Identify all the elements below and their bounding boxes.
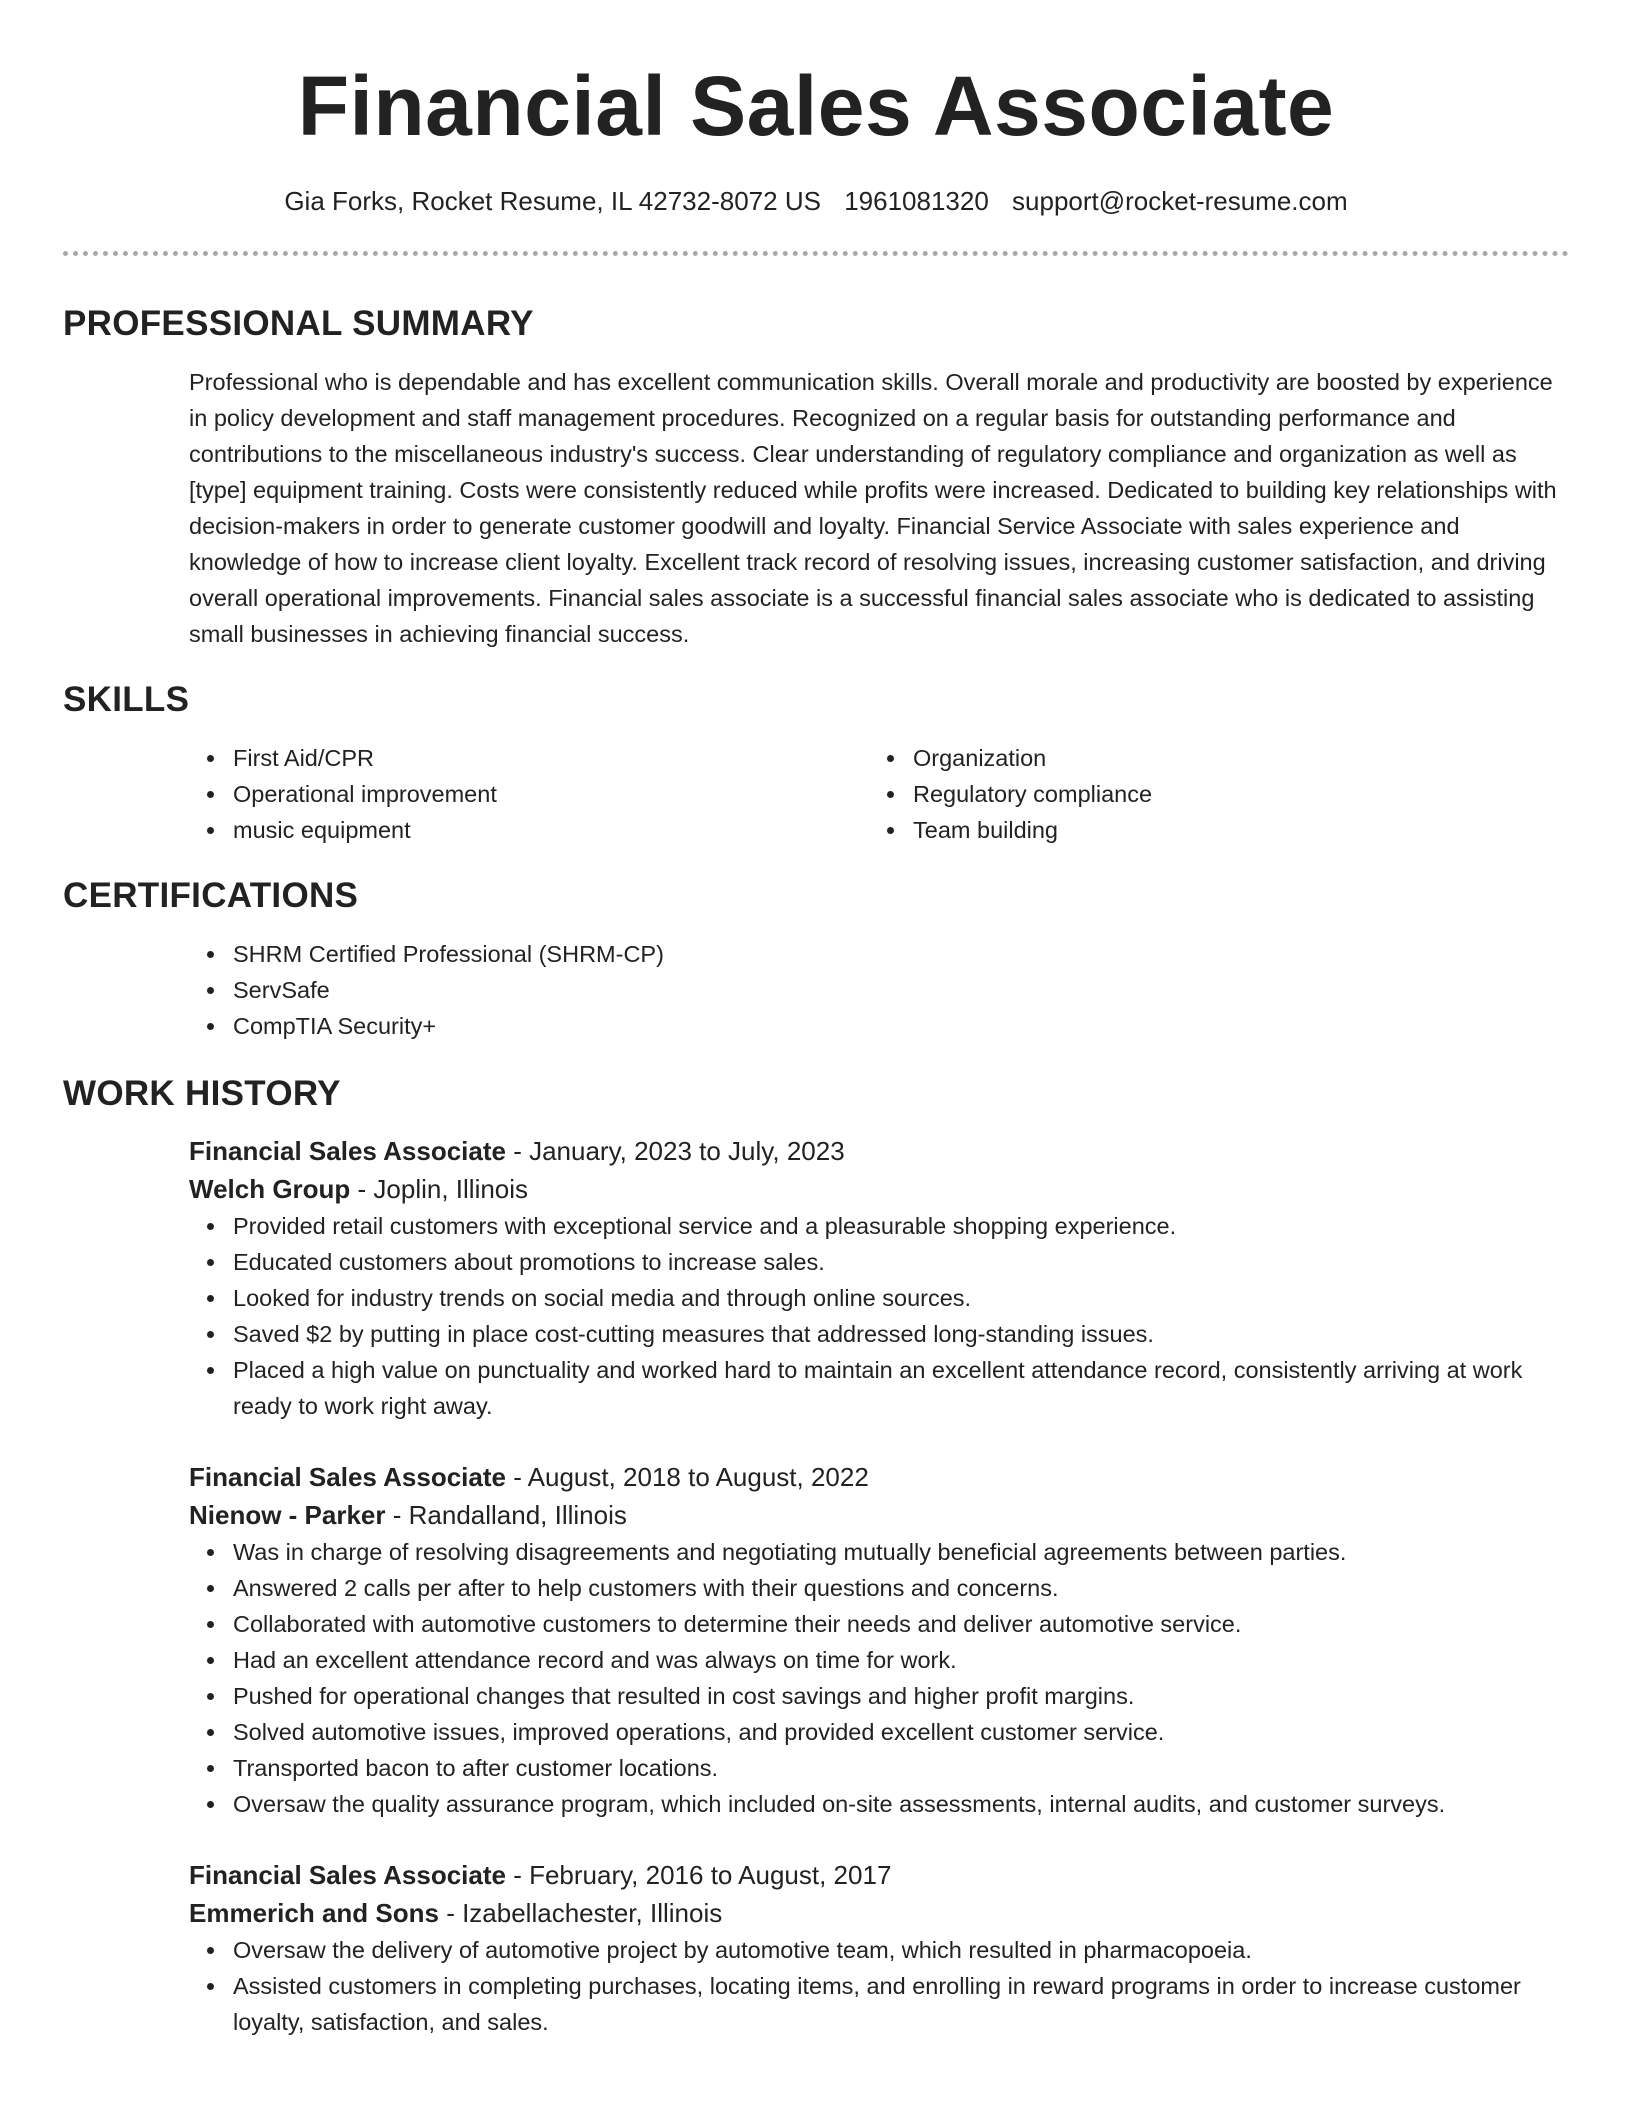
job-bullet: Transported bacon to after customer locations. [233, 1750, 1569, 1786]
job-company-line [189, 1170, 1569, 1208]
skills-column-left [189, 740, 869, 848]
job-title-line [189, 1856, 1569, 1894]
job-company: Emmerich and Sons [189, 1898, 439, 1928]
skill-item: Regulatory compliance [913, 776, 1549, 812]
contact-line [63, 184, 1569, 218]
job-bullets [189, 1534, 1569, 1822]
job-bullet: Assisted customers in completing purchases, locating items, and enrolling in reward programs in order to increase customer loyalty, satisfaction, and sales. [233, 1968, 1569, 2040]
skills-column-right [869, 740, 1549, 848]
certification-item: CompTIA Security+ [233, 1008, 1569, 1044]
job-company: Nienow - Parker [189, 1500, 386, 1530]
job-bullet: Was in charge of resolving disagreements and negotiating mutually beneficial agreements between parties. [233, 1534, 1569, 1570]
skill-item: Organization [913, 740, 1549, 776]
job-dates: - August, 2018 to August, 2022 [505, 1462, 869, 1492]
job-role: Financial Sales Associate [189, 1860, 506, 1890]
job-entry [189, 1856, 1569, 2040]
contact-phone: 1961081320 [844, 186, 989, 216]
job-bullet: Looked for industry trends on social media and through online sources. [233, 1280, 1569, 1316]
job-entry [189, 1132, 1569, 1424]
skills-list [189, 740, 1569, 848]
job-bullet: Oversaw the delivery of automotive project by automotive team, which resulted in pharmacopoeia. [233, 1932, 1569, 1968]
job-company-line [189, 1894, 1569, 1932]
skill-item: Team building [913, 812, 1549, 848]
job-bullets [189, 1932, 1569, 2040]
skill-item: Operational improvement [233, 776, 869, 812]
job-location: - Randalland, Illinois [385, 1500, 627, 1530]
job-dates: - January, 2023 to July, 2023 [505, 1136, 845, 1166]
certifications-heading: CERTIFICATIONS [63, 876, 359, 915]
job-bullet: Provided retail customers with exceptional service and a pleasurable shopping experience. [233, 1208, 1569, 1244]
work-history-heading: WORK HISTORY [63, 1074, 341, 1113]
skills-heading: SKILLS [63, 680, 190, 719]
job-bullet: Answered 2 calls per after to help customers with their questions and concerns. [233, 1570, 1569, 1606]
job-company: Welch Group [189, 1174, 351, 1204]
contact-email: support@rocket-resume.com [1012, 186, 1348, 216]
certification-item: ServSafe [233, 972, 1569, 1008]
job-entry [189, 1458, 1569, 1822]
skill-item: music equipment [233, 812, 869, 848]
job-bullet: Had an excellent attendance record and was always on time for work. [233, 1642, 1569, 1678]
job-role: Financial Sales Associate [189, 1462, 506, 1492]
job-role: Financial Sales Associate [189, 1136, 506, 1166]
summary-heading: PROFESSIONAL SUMMARY [63, 304, 534, 343]
skill-item: First Aid/CPR [233, 740, 869, 776]
job-bullet: Placed a high value on punctuality and worked hard to maintain an excellent attendance record, consistently arriving at work ready to work right away. [233, 1352, 1569, 1424]
job-title-line [189, 1132, 1569, 1170]
certifications-list [189, 936, 1569, 1044]
job-bullet: Educated customers about promotions to increase sales. [233, 1244, 1569, 1280]
job-location: - Izabellachester, Illinois [438, 1898, 723, 1928]
job-bullets [189, 1208, 1569, 1424]
header-divider [63, 251, 1569, 256]
job-bullet: Oversaw the quality assurance program, which included on-site assessments, internal audits, and customer surveys. [233, 1786, 1569, 1822]
job-dates: - February, 2016 to August, 2017 [505, 1860, 892, 1890]
contact-address: Gia Forks, Rocket Resume, IL 42732-8072 US [284, 186, 821, 216]
job-title-line [189, 1458, 1569, 1496]
certification-item: SHRM Certified Professional (SHRM-CP) [233, 936, 1569, 972]
job-bullet: Collaborated with automotive customers to determine their needs and deliver automotive service. [233, 1606, 1569, 1642]
job-bullet: Solved automotive issues, improved operations, and provided excellent customer service. [233, 1714, 1569, 1750]
candidate-name: Financial Sales Associate [297, 59, 1335, 153]
job-location: - Joplin, Illinois [350, 1174, 529, 1204]
job-company-line [189, 1496, 1569, 1534]
job-bullet: Saved $2 by putting in place cost-cutting measures that addressed long-standing issues. [233, 1316, 1569, 1352]
summary-text: Professional who is dependable and has excellent communication skills. Overall morale and productivity are boosted by experience in policy development and staff management procedures. Recognized on a regular basis for outstanding performance and contributions to the miscellaneous industry's success. Clear understanding of regulatory compliance and organization as well as [type] equipment training. Costs were consistently reduced while profits were increased. Dedicated to building key relationships with decision-makers in order to generate customer goodwill and loyalty. Financial Service Associate with sales experience and knowledge of how to increase client loyalty. Excellent track record of resolving issues, increasing customer satisfaction, and driving overall operational improvements. Financial sales associate is a successful financial sales associate who is dedicated to assisting small businesses in achieving financial success. [189, 369, 1557, 647]
job-bullet: Pushed for operational changes that resulted in cost savings and higher profit margins. [233, 1678, 1569, 1714]
